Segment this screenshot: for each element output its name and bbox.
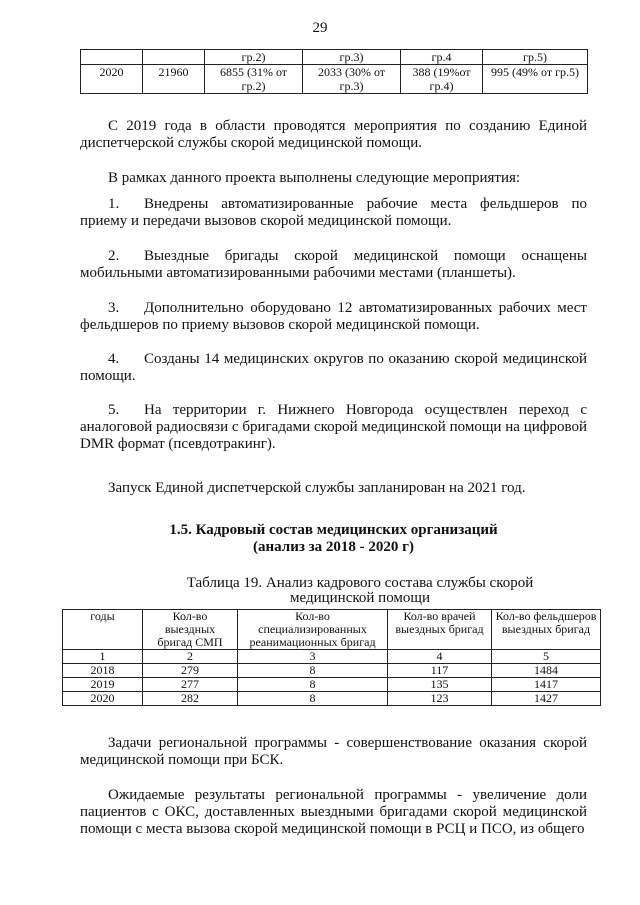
list-item bbox=[80, 300, 587, 334]
table-cell bbox=[143, 50, 205, 65]
table-cell: 2033 (30% от гр.3) bbox=[303, 65, 401, 94]
table-caption: Таблица 19. Анализ кадрового состава службы скорой медицинской помощи bbox=[186, 575, 534, 606]
list-number: 3. bbox=[108, 300, 120, 316]
table-cell: 277 bbox=[143, 678, 238, 692]
table-cell: 2019 bbox=[63, 678, 143, 692]
table-cell: 3 bbox=[238, 650, 388, 664]
table-cell: 1 bbox=[63, 650, 143, 664]
table-cell: 4 bbox=[388, 650, 492, 664]
table-cell: 1427 bbox=[492, 692, 601, 706]
table-row bbox=[63, 650, 601, 664]
table-row bbox=[81, 65, 588, 94]
paragraph: Запуск Единой диспетчерской службы запланирован на 2021 год. bbox=[108, 480, 526, 496]
paragraph: В рамках данного проекта выполнены следующие мероприятия: bbox=[108, 170, 521, 186]
list-item-text: На территории г. Нижнего Новгорода осуществлен переход с аналоговой радиосвязи с бригадами скорой медицинской помощи на цифровой DMR формат (псевдотракинг). bbox=[80, 402, 587, 452]
table-cell: гр.4 bbox=[401, 50, 483, 65]
table-cell: гр.3) bbox=[303, 50, 401, 65]
table-row bbox=[81, 50, 588, 65]
table-cell: 995 (49% от гр.5) bbox=[483, 65, 588, 94]
table-cell: 2 bbox=[143, 650, 238, 664]
table-cell: 6855 (31% от гр.2) bbox=[205, 65, 303, 94]
list-item bbox=[80, 248, 587, 282]
list-number: 1. bbox=[108, 196, 120, 212]
table-cell: гр.5) bbox=[483, 50, 588, 65]
table-cell: 2020 bbox=[81, 65, 143, 94]
list-item bbox=[80, 402, 587, 453]
list-item bbox=[80, 351, 587, 385]
table-cell: 388 (19%от гр.4) bbox=[401, 65, 483, 94]
table-cell: 21960 bbox=[143, 65, 205, 94]
list-number: 4. bbox=[108, 351, 120, 367]
continued-table bbox=[80, 49, 588, 94]
section-heading bbox=[80, 522, 587, 556]
column-header: Кол-во выездных бригад СМП bbox=[143, 610, 238, 650]
column-header: годы bbox=[63, 610, 143, 650]
column-header: Кол-во врачей выездных бригад bbox=[388, 610, 492, 650]
table-cell: 1484 bbox=[492, 664, 601, 678]
table-cell bbox=[81, 50, 143, 65]
table-row bbox=[63, 664, 601, 678]
table-cell: 2020 bbox=[63, 692, 143, 706]
column-header: Кол-во специализированных реанимационных бригад bbox=[238, 610, 388, 650]
table-cell: 5 bbox=[492, 650, 601, 664]
table-cell: 8 bbox=[238, 692, 388, 706]
section-heading-line: 1.5. Кадровый состав медицинских организаций bbox=[169, 522, 498, 538]
table-cell: 8 bbox=[238, 678, 388, 692]
table-cell: 2018 bbox=[63, 664, 143, 678]
list-item bbox=[80, 196, 587, 230]
table-row bbox=[63, 692, 601, 706]
list-item-text: Созданы 14 медицинских округов по оказанию скорой медицинской помощи. bbox=[80, 351, 587, 384]
list-number: 2. bbox=[108, 248, 120, 264]
list-item-text: Дополнительно оборудовано 12 автоматизированных рабочих мест фельдшеров по приему вызовов скорой медицинской помощи. bbox=[80, 300, 587, 333]
table-cell: 8 bbox=[238, 664, 388, 678]
table-cell: 279 bbox=[143, 664, 238, 678]
list-number: 5. bbox=[108, 402, 120, 418]
staff-table bbox=[62, 609, 601, 706]
section-heading-line: (анализ за 2018 - 2020 г) bbox=[253, 539, 414, 555]
page-number: 29 bbox=[312, 20, 328, 36]
table-header-row bbox=[63, 610, 601, 650]
table-cell: 282 bbox=[143, 692, 238, 706]
table-cell: 135 bbox=[388, 678, 492, 692]
list-item-text: Выездные бригады скорой медицинской помощи оснащены мобильными автоматизированными рабочими местами (планшеты). bbox=[80, 248, 587, 281]
list-item-text: Внедрены автоматизированные рабочие места фельдшеров по приему и передачи вызовов скорой медицинской помощи. bbox=[80, 196, 587, 229]
column-header: Кол-во фельдшеров выездных бригад bbox=[492, 610, 601, 650]
paragraph: С 2019 года в области проводятся мероприятия по созданию Единой диспетчерской службы скорой медицинской помощи. bbox=[80, 118, 587, 151]
table-cell: 1417 bbox=[492, 678, 601, 692]
table-row bbox=[63, 678, 601, 692]
table-cell: 123 bbox=[388, 692, 492, 706]
paragraph: Ожидаемые результаты региональной программы - увеличение доли пациентов с ОКС, доставленных выездными бригадами скорой медицинской помощи с места вызова скорой медицинской помощи в РСЦ и ПСО, из общего bbox=[80, 787, 587, 837]
table-cell: гр.2) bbox=[205, 50, 303, 65]
table-cell: 117 bbox=[388, 664, 492, 678]
paragraph: Задачи региональной программы - совершенствование оказания скорой медицинской помощи при БСК. bbox=[80, 735, 587, 768]
